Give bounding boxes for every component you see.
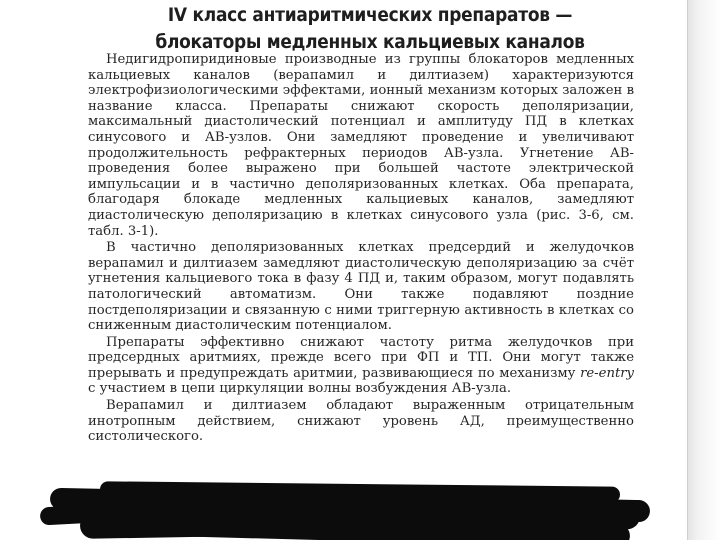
redaction-scribble [40, 474, 680, 540]
paragraph-3 [88, 335, 634, 397]
paragraph-1: Недигидропиридиновые производные из группы блокаторов медленных кальциевых каналов (верапамил и дилтиазем) характеризуются электрофизиологическими эффектами, ионный механизм которых заложен в название класса. Препараты снижают скорость деполяризации, максимальный диастолический потенциал и амплитуду ПД в клетках синусового и АВ-узлов. Они замедляют проведение и увеличивают продолжительность рефрактерных периодов АВ-узла. Угнетение АВ-проведения более выражено при большей частоте электрической импульсации и в частично деполяризованных клетках. Оба препарата, благодаря блокаде медленных кальциевых каналов, замедляют диастолическую деполяризацию в клетках синусового узла (рис. 3-6, см. табл. 3-1). [88, 52, 634, 239]
paragraph-3-italic-term: re-entry [580, 365, 634, 381]
paragraph-4: Верапамил и дилтиазем обладают выраженным отрицательным инотропным действием, снижают уровень АД, преимущественно систолического. [88, 398, 634, 445]
paragraph-2: В частично деполяризованных клетках предсердий и желудочков верапамил и дилтиазем замедляют диастолическую деполяризацию за счёт угнетения кальциевого тока в фазу 4 ПД и, таким образом, могут подавлять патологический автоматизм. Они также подавляют поздние постдеполяризации и связанную с ними триггерную активность в клетках со сниженным диастолическим потенциалом. [88, 240, 634, 334]
title-line-1: IV класс антиаритмических препаратов — [167, 5, 573, 26]
title-line-2: блокаторы медленных кальциевых каналов [155, 32, 585, 53]
page-edge-line [687, 0, 688, 540]
paragraph-3-text-b: с участием в цепи циркуляции волны возбуждения АВ-узла. [88, 381, 512, 397]
paragraph-3-text-a: Препараты эффективно снижают частоту ритма желудочков при предсердных аритмиях, прежде всего при ФП и ТП. Они могут также прерывать и предупреждать аритмии, развивающиеся по механизму [88, 334, 634, 381]
page-edge-shadow [688, 0, 720, 540]
page-title [112, 2, 627, 56]
body-text [88, 52, 634, 446]
